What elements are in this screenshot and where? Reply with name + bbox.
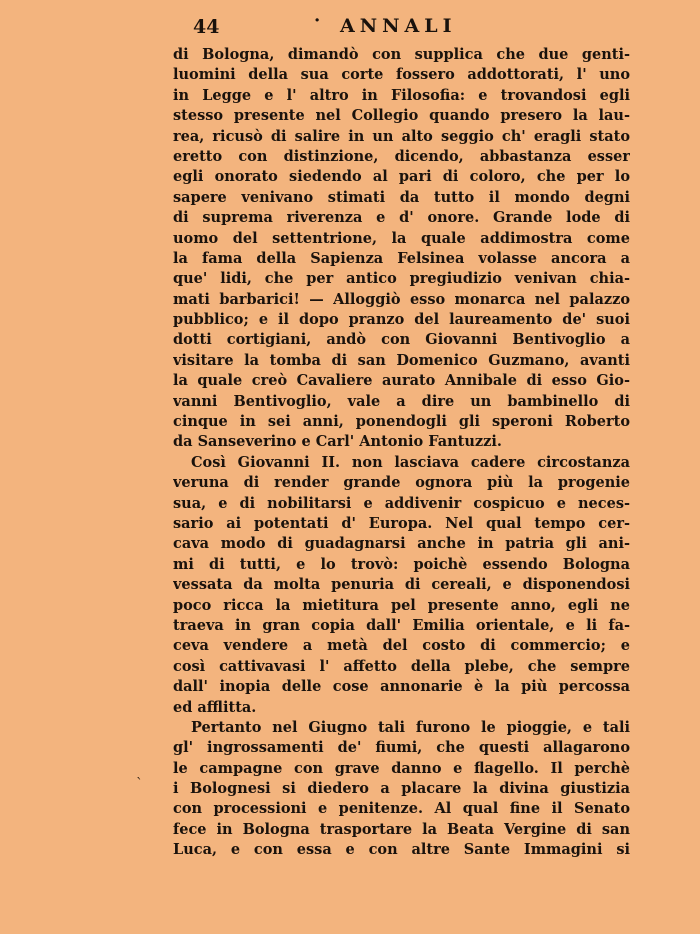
- text-line: in Legge e l' altro in Filosofia: e trovandosi egli: [173, 86, 630, 104]
- text-line: vanni Bentivoglio, vale a dire un bambinello di: [173, 392, 630, 410]
- text-line: que' lidi, che per antico pregiudizio venivan chia-: [173, 270, 630, 288]
- paragraph-start-line: Pertanto nel Giugno tali furono le pioggie, e tali: [191, 718, 630, 736]
- text-line: traeva in gran copia dall' Emilia orientale, e li fa-: [173, 616, 630, 634]
- text-line: cinque in sei anni, ponendogli gli speroni Roberto: [173, 413, 630, 431]
- text-line: da Sanseverino e Carl' Antonio Fantuzzi.: [173, 433, 502, 451]
- text-line: mati barbarici! — Alloggiò esso monarca nel palazzo: [173, 290, 630, 308]
- text-line: sario ai potentati d' Europa. Nel qual tempo cer-: [173, 514, 630, 532]
- text-line: sapere venivano stimati da tutto il mondo degni: [173, 188, 630, 206]
- text-line: gl' ingrossamenti de' fiumi, che questi allagarono: [173, 739, 630, 757]
- text-line: di suprema riverenza e d' onore. Grande lode di: [173, 209, 630, 227]
- text-line: vessata da molta penuria di cereali, e disponendosi: [173, 576, 630, 594]
- margin-mark: `: [136, 776, 143, 792]
- body-text: [173, 45, 630, 861]
- text-line: fece in Bologna trasportare la Beata Vergine di san: [173, 820, 630, 838]
- page-header: [0, 12, 700, 42]
- paragraph-start-line: Così Giovanni II. non lasciava cadere circostanza: [191, 453, 630, 471]
- text-line: uomo del settentrione, la quale addimostra come: [173, 229, 630, 247]
- text-line: con processioni e penitenze. Al qual fine il Senato: [173, 800, 630, 818]
- text-line: stesso presente nel Collegio quando presero la lau-: [173, 107, 630, 125]
- text-line: di Bologna, dimandò con supplica che due genti-: [173, 46, 630, 63]
- text-line: ceva vendere a metà del costo di commercio; e: [173, 637, 630, 655]
- page-number: 44: [193, 16, 220, 38]
- text-line: i Bolognesi si diedero a placare la divina giustizia: [173, 780, 630, 798]
- running-title: ANNALI: [340, 15, 457, 37]
- text-line: poco ricca la mietitura pel presente anno, egli ne: [173, 596, 630, 614]
- text-line: veruna di render grande ognora più la progenie: [173, 474, 630, 492]
- text-line: eretto con distinzione, dicendo, abbastanza esser: [173, 147, 630, 165]
- text-line: la quale creò Cavaliere aurato Annibale di esso Gio-: [173, 372, 630, 390]
- text-line: dall' inopia delle cose annonarie è la più percossa: [173, 678, 630, 696]
- text-line: cava modo di guadagnarsi anche in patria gli ani-: [173, 535, 630, 553]
- text-line: ed afflitta.: [173, 698, 257, 716]
- text-line: dotti cortigiani, andò con Giovanni Bentivoglio a: [173, 331, 630, 349]
- text-line: visitare la tomba di san Domenico Guzmano, avanti: [173, 351, 630, 369]
- text-line: mi di tutti, e lo trovò: poichè essendo Bologna: [173, 555, 630, 573]
- text-line: Luca, e con essa e con altre Sante Immagini si: [173, 841, 630, 859]
- text-line: egli onorato siedendo al pari di coloro, che per lo: [173, 168, 630, 186]
- text-line: rea, ricusò di salire in un alto seggio ch' eragli stato: [173, 127, 630, 145]
- text-line: così cattivavasi l' affetto della plebe, che sempre: [173, 657, 630, 675]
- text-line: pubblico; e il dopo pranzo del laureamento de' suoi: [173, 311, 630, 329]
- text-line: luomini della sua corte fossero addottorati, l' uno: [173, 66, 630, 84]
- header-separator: ·: [314, 10, 321, 31]
- text-line: sua, e di nobilitarsi e addivenir cospicuo e neces-: [173, 494, 630, 512]
- text-line: la fama della Sapienza Felsinea volasse ancora a: [173, 249, 630, 267]
- text-line: le campagne con grave danno e flagello. Il perchè: [173, 759, 630, 777]
